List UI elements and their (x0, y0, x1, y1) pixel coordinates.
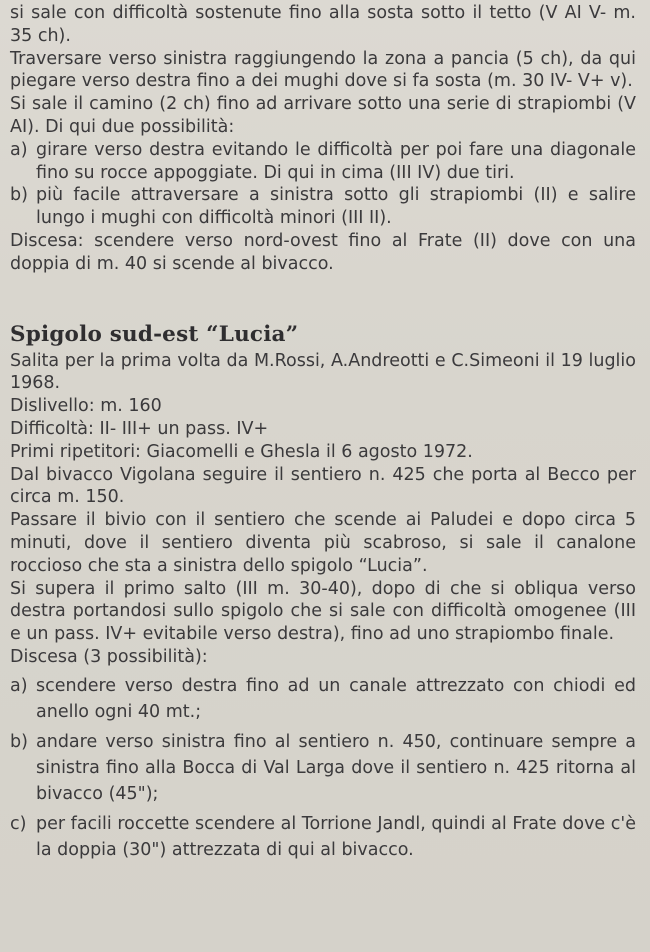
paragraph-traverse: Traversare verso sinistra raggiungendo la zona a pancia (5 ch), da qui piegare verso destra fino a dei mughi dove si fa sosta (m. 30 IV- V+ v). (10, 48, 636, 92)
descent-option-c (10, 811, 636, 863)
list-text: girare verso destra evitando le difficoltà per poi fare una diagonale fino su rocce appoggiate. Di qui in cima (III IV) due tiri. (36, 139, 636, 183)
list-text: scendere verso destra fino ad un canale attrezzato con chiodi ed anello ogni 40 mt.; (36, 675, 636, 722)
descent-title: Discesa (3 possibilità): (10, 646, 208, 667)
list-label: a) (10, 675, 28, 696)
descent-option-b (10, 729, 636, 807)
first-ascent: Salita per la prima volta da M.Rossi, A.Andreotti e C.Simeoni il 19 luglio 1968. (10, 350, 636, 394)
elevation: Dislivello: m. 160 (10, 396, 162, 417)
route-description-2: Si supera il primo salto (III m. 30-40), dopo di che si obliqua verso destra portandosi sullo spigolo che si sale con difficoltà omogenee (III e un pass. IV+ evitabile verso destra), fino ad uno strapiombo finale. (10, 578, 636, 645)
list-label: b) (10, 731, 28, 752)
paragraph-descent: Discesa: scendere verso nord-ovest fino al Frate (II) dove con una doppia di m. 40 si scende al bivacco. (10, 230, 636, 274)
approach: Dal bivacco Vigolana seguire il sentiero n. 425 che porta al Becco per circa m. 150. (10, 464, 636, 508)
first-repeaters: Primi ripetitori: Giacomelli e Ghesla il 6 agosto 1972. (10, 441, 473, 462)
list-text: per facili roccette scendere al Torrione Jandl, quindi al Frate dove c'è la doppia (30") attrezzata di qui al bivacco. (36, 813, 636, 860)
difficulty: Difficoltà: II- III+ un pass. IV+ (10, 418, 269, 439)
list-item-b (10, 184, 636, 230)
list-label: c) (10, 813, 27, 834)
descent-option-a (10, 673, 636, 725)
section-gap (10, 276, 636, 320)
section-title: Spigolo sud-est “Lucia” (10, 321, 299, 347)
paragraph-pitch-end: si sale con difficoltà sostenute fino alla sosta sotto il tetto (V AI V- m. 35 ch). (10, 3, 636, 46)
route-description-1: Passare il bivio con il sentiero che scende ai Paludei e dopo circa 5 minuti, dove il sentiero diventa più scabroso, si sale il canalone roccioso che sta a sinistra dello spigolo “Lucia”. (10, 510, 636, 576)
list-text: andare verso sinistra fino al sentiero n. 450, continuare sempre a sinistra fino alla Bocca di Val Larga dove il sentiero n. 425 ritorna al bivacco (45"); (36, 731, 636, 804)
list-text: più facile attraversare a sinistra sotto gli strapiombi (II) e salire lungo i mughi con difficoltà minori (III II). (36, 185, 636, 229)
list-item-a (10, 139, 636, 185)
list-label: b) (10, 185, 28, 206)
paragraph-chimney: Si sale il camino (2 ch) fino ad arrivare sotto una serie di strapiombi (V AI). Di qui due possibilità: (10, 94, 636, 137)
list-label: a) (10, 139, 28, 160)
